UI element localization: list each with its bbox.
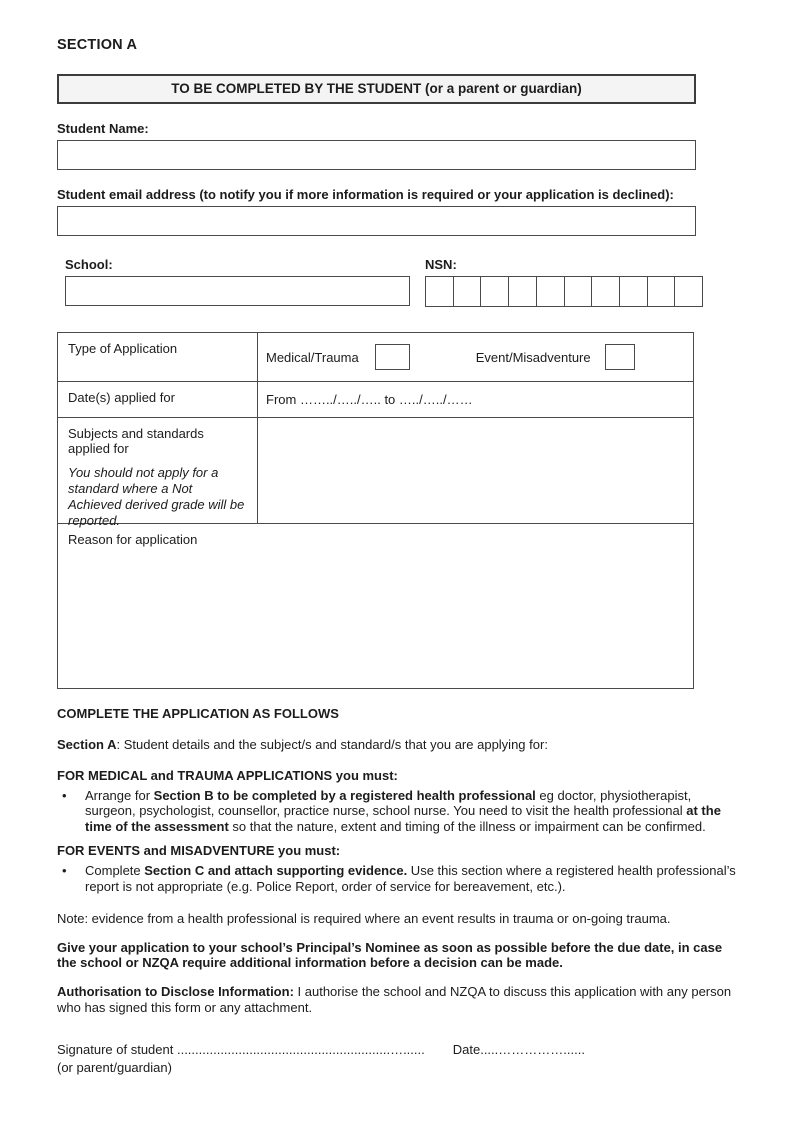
nsn-digit-box[interactable] bbox=[480, 276, 509, 307]
type-of-application-options bbox=[258, 333, 693, 381]
events-misadventure-heading: FOR EVENTS and MISADVENTURE you must: bbox=[57, 843, 341, 859]
subjects-standards-row bbox=[58, 417, 693, 528]
nsn-digit-box[interactable] bbox=[453, 276, 482, 307]
medical-trauma-label: Medical/Trauma bbox=[266, 349, 359, 365]
nsn-boxes bbox=[425, 276, 703, 307]
event-misadventure-label: Event/Misadventure bbox=[475, 349, 591, 365]
email-label: Student email address (to notify you if more information is required or your application is declined): bbox=[57, 187, 674, 202]
application-table bbox=[57, 332, 694, 689]
type-of-application-label: Type of Application bbox=[58, 333, 258, 381]
medical-bullet-text: Arrange for Section B to be completed by a registered health professional eg doctor, physiotherapist, surgeon, psychologist, counsellor, practice nurse, school nurse. You need to visit the health professional at the time of the assessment so that the nature, extent and timing of the illness or impairment can be confirmed. bbox=[85, 787, 721, 835]
nsn-group bbox=[410, 257, 703, 307]
events-bullet-text: Complete Section C and attach supporting evidence. Use this section where a registered health professional’s report is not appropriate (e.g. Police Report, order of service for bereavement, etc.). bbox=[85, 863, 736, 894]
signature-student-line[interactable]: Signature of student ...........................................................…...... bbox=[57, 1042, 425, 1058]
complete-application-heading: COMPLETE THE APPLICATION AS FOLLOWS bbox=[57, 706, 339, 721]
section-title: SECTION A bbox=[57, 37, 138, 53]
signature-date-line[interactable]: Date.....……………...... bbox=[452, 1042, 585, 1058]
section-a-description: Section A: Student details and the subject/s and standard/s that you are applying for: bbox=[57, 736, 548, 752]
school-group bbox=[57, 257, 410, 307]
nsn-digit-box[interactable] bbox=[591, 276, 620, 307]
bullet-icon: • bbox=[62, 787, 67, 803]
subjects-standards-cell bbox=[58, 418, 258, 528]
subjects-standards-field[interactable] bbox=[258, 418, 693, 523]
header-box-title: TO BE COMPLETED BY THE STUDENT (or a parent or guardian) bbox=[171, 81, 582, 96]
dates-applied-field[interactable] bbox=[258, 382, 693, 417]
medical-trauma-checkbox[interactable] bbox=[375, 344, 410, 370]
email-group bbox=[57, 187, 747, 236]
nsn-digit-box[interactable] bbox=[647, 276, 676, 307]
reason-label: Reason for application bbox=[68, 532, 198, 547]
bullet-icon: • bbox=[62, 863, 67, 879]
nsn-digit-box[interactable] bbox=[536, 276, 565, 307]
school-label: School: bbox=[65, 257, 113, 272]
nsn-digit-box[interactable] bbox=[619, 276, 648, 307]
nsn-digit-box[interactable] bbox=[564, 276, 593, 307]
dates-applied-value: From ……../…../….. to …../…../…… bbox=[266, 392, 473, 407]
subjects-standards-note: You should not apply for a standard where a Not Achieved derived grade will be reported. bbox=[68, 465, 245, 528]
medical-bullet bbox=[57, 788, 745, 836]
medical-trauma-heading: FOR MEDICAL and TRAUMA APPLICATIONS you must: bbox=[57, 767, 398, 783]
nsn-digit-box[interactable] bbox=[508, 276, 537, 307]
dates-applied-row bbox=[58, 381, 693, 417]
events-bullet bbox=[57, 863, 745, 895]
event-misadventure-checkbox[interactable] bbox=[605, 344, 635, 370]
student-name-label: Student Name: bbox=[57, 121, 149, 136]
authorisation-paragraph: Authorisation to Disclose Information: I authorise the school and NZQA to discuss this application with any person who has signed this form or any attachment. bbox=[57, 984, 732, 1016]
reason-row bbox=[58, 523, 693, 688]
signature-sub-label: (or parent/guardian) bbox=[57, 1060, 172, 1076]
header-box bbox=[57, 74, 696, 104]
student-name-field[interactable] bbox=[57, 140, 696, 170]
give-application-paragraph: Give your application to your school’s Principal’s Nominee as soon as possible before the due date, in case the school or NZQA require additional information before a decision can be made. bbox=[57, 939, 723, 971]
nsn-digit-box[interactable] bbox=[674, 276, 703, 307]
type-of-application-row bbox=[58, 333, 693, 381]
reason-field[interactable] bbox=[58, 524, 693, 688]
student-name-group bbox=[57, 121, 747, 170]
email-field[interactable] bbox=[57, 206, 696, 236]
nsn-digit-box[interactable] bbox=[425, 276, 454, 307]
subjects-standards-label: Subjects and standards applied for bbox=[68, 426, 204, 456]
signature-row bbox=[57, 1042, 747, 1057]
school-nsn-row bbox=[57, 257, 703, 307]
nsn-label: NSN: bbox=[425, 257, 457, 272]
note-paragraph: Note: evidence from a health professional is required where an event results in trauma or on-going trauma. bbox=[57, 910, 671, 926]
dates-applied-label: Date(s) applied for bbox=[58, 382, 258, 417]
school-field[interactable] bbox=[65, 276, 410, 306]
